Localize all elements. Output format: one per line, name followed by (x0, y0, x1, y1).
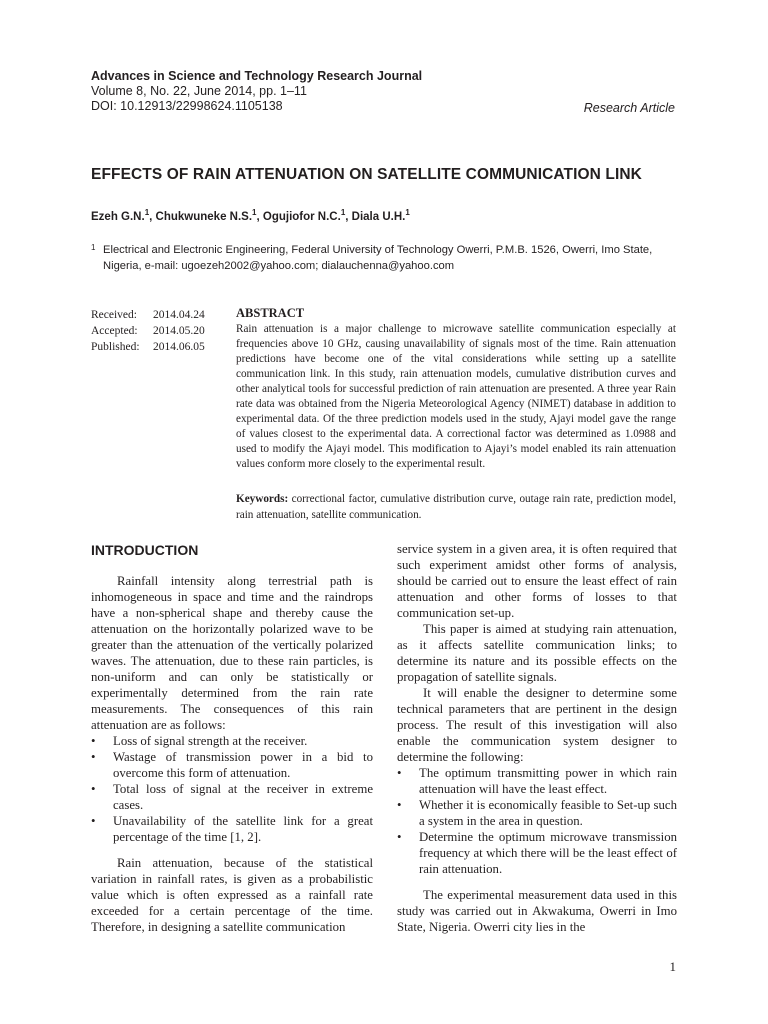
affiliation-text: Electrical and Electronic Engineering, Federal University of Technology Owerri, P.M.B. 1526, Owerri, Imo State, Nigeria, e-mail: ugoezeh2002@yahoo.com; dialauchenna@yahoo.com (103, 244, 653, 272)
author: Ezeh G.N. (91, 210, 145, 223)
list-item (397, 797, 677, 829)
paragraph: Rainfall intensity along terrestrial path is inhomogeneous in space and time and the raindrops have a non-spherical shape and thereby cause the attenuation on the horizontally polarized wave to be greater than the attenuation of the vertically polarized waves. The attenuation, due to these rain particles, is non-uniform and can only be statistically or experimentally determined from the rain rate measurements. The consequences of this rain attenuation are as follows: (91, 574, 373, 732)
date-value: 2014.04.24 (153, 309, 205, 321)
date-label: Published: (91, 341, 140, 353)
column-left (91, 542, 373, 935)
list-item (91, 813, 373, 845)
list-item (397, 765, 677, 797)
list-item-text: Total loss of signal at the receiver in extreme cases. (113, 782, 373, 812)
journal-name: Advances in Science and Technology Research Journal (91, 69, 423, 83)
abstract (236, 306, 676, 472)
paper-title: EFFECTS OF RAIN ATTENUATION ON SATELLITE COMMUNICATION LINK (91, 166, 642, 183)
author-affil-mark: 1 (405, 208, 410, 217)
bullet: • (91, 734, 96, 748)
section-heading-introduction: INTRODUCTION (91, 542, 199, 558)
date-label: Received: (91, 309, 137, 321)
page-number: 1 (669, 959, 676, 974)
paragraph: It will enable the designer to determine some technical parameters that are pertinent in the design process. The result of this investigation will also enable the communication system designer to determine the following: (397, 686, 677, 764)
author: Diala U.H. (351, 210, 406, 223)
bullet: • (91, 750, 96, 764)
list-item (397, 829, 677, 877)
list-item-text: Unavailability of the satellite link for a great percentage of the time [1, 2]. (113, 814, 373, 844)
list-item (91, 749, 373, 781)
list-item-text: Whether it is economically feasible to Set-up such a system in the area in question. (419, 798, 677, 828)
date-received (91, 307, 205, 323)
article-dates (91, 307, 205, 355)
list-item (91, 733, 373, 749)
list-item-text: Wastage of transmission power in a bid to overcome this form of attenuation. (113, 750, 373, 780)
date-value: 2014.06.05 (153, 341, 205, 353)
bullet: • (397, 798, 402, 812)
abstract-text: Rain attenuation is a major challenge to microwave satellite communication especially at frequencies above 10 GHz, causing unavailability of signals most of the time. Rain attenuation predictions have become one of the vital considerations while setting up a satellite communication link. In this study, rain attenuation models, cumulative distribution curves and other analytical tools for successful prediction of rain attenuation are presented. A three year Rain rate data was obtained from the Nigeria Meteorological Agency (NIMET) database in addition to experimental data. Of the three prediction models used in the study, Ajayi model gave the range of values closest to the experimental data. A correctional factor was determined as 1.0988 and used to modify the Ajayi model. This modification to Ajayi’s model enabled its rain attenuation values conform more closely to the experimental result. (236, 323, 676, 470)
author-affil-mark: 1 (252, 208, 257, 217)
author-affil-mark: 1 (144, 208, 150, 217)
keywords (236, 491, 676, 523)
paragraph: This paper is aimed at studying rain attenuation, as it affects satellite communication links; to determine its nature and its possible effects on the propagation of satellite signals. (397, 622, 677, 684)
author: Ogujiofor N.C. (262, 210, 341, 223)
date-accepted (91, 323, 205, 339)
column-right (397, 541, 677, 935)
affiliation (91, 242, 681, 274)
bullet: • (397, 830, 402, 844)
list-item-text: The optimum transmitting power in which rain attenuation will have the least effect. (419, 766, 677, 796)
date-label: Accepted: (91, 325, 138, 337)
journal-header (91, 69, 471, 114)
paragraph-continued: service system in a given area, it is often required that such experiment amidst other forms of analysis, should be carried out to ensure the least effect of rain attenuation and other forms of losses to that communication set-up. (397, 542, 677, 620)
date-published (91, 339, 205, 355)
bullet: • (91, 814, 96, 828)
date-value: 2014.05.20 (153, 325, 205, 337)
paragraph: Rain attenuation, because of the statistical variation in rainfall rates, is given as a probabilistic value which is often expressed as a rainfall rate exceeded for a certain percentage of the time. Therefore, in designing a satellite communication (91, 856, 373, 934)
keywords-text: correctional factor, cumulative distribution curve, outage rain rate, prediction model, rain attenuation, satellite communication. (236, 493, 677, 521)
author-affil-mark: 1 (340, 208, 346, 217)
keywords-label: Keywords: (236, 493, 289, 505)
doi: DOI: 10.12913/22998624.1105138 (91, 99, 283, 113)
list-item-text: Loss of signal strength at the receiver. (113, 734, 308, 748)
bullet: • (91, 782, 96, 796)
objective-list (397, 765, 677, 877)
author: Chukwuneke N.S. (155, 210, 253, 223)
list-item-text: Determine the optimum microwave transmission frequency at which there will be the least effect of rain attenuation. (419, 830, 677, 876)
volume-info: Volume 8, No. 22, June 2014, pp. 1–11 (91, 84, 307, 98)
bullet: • (397, 766, 402, 780)
author-list: Ezeh G.N.$^1$, Chukwuneke N.S.$^1$, Ogujiofor N.C.$^1$, Diala U.H.$^1$ (91, 208, 410, 223)
abstract-heading: ABSTRACT (236, 306, 305, 320)
affiliation-mark: 1 (91, 243, 96, 252)
list-item (91, 781, 373, 813)
paragraph: The experimental measurement data used in this study was carried out in Akwakuma, Owerri in Imo State, Nigeria. Owerri city lies in the (397, 888, 677, 934)
consequence-list (91, 733, 373, 845)
article-type: Research Article (583, 101, 675, 115)
